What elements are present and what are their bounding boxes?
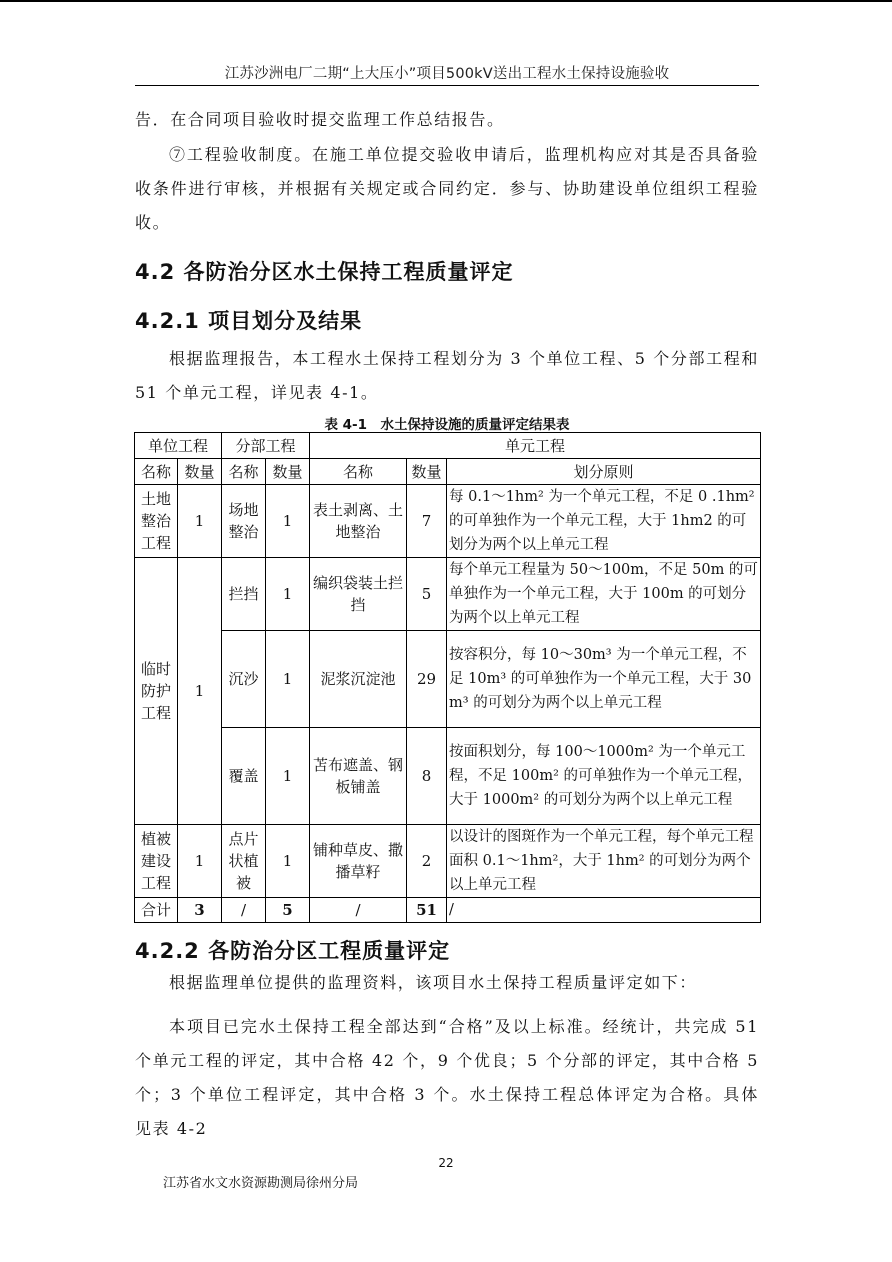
table-row: [135, 558, 761, 631]
table-sub-header-row: [135, 459, 761, 485]
sub-header: 名称: [222, 459, 266, 485]
part-name: 场地整治: [222, 485, 266, 558]
cell-count: 5: [407, 558, 447, 631]
total-cell-count: 51: [407, 898, 447, 923]
section-4-2-2-heading: 4.2.2 各防治分区工程质量评定: [135, 939, 451, 963]
sub-header: 数量: [407, 459, 447, 485]
page-top-border: [0, 0, 892, 2]
page-number: 22: [438, 1156, 454, 1170]
group-header-part: 分部工程: [222, 433, 310, 459]
division-rule: 以设计的图斑作为一个单元工程，每个单元工程面积 0.1～1hm²，大于 1hm² 的可划分为两个以上单元工程: [447, 825, 761, 898]
part-count: 1: [266, 558, 310, 631]
part-count: 1: [266, 631, 310, 728]
group-header-unit: 单位工程: [135, 433, 222, 459]
table-row: [135, 485, 761, 558]
part-count: 1: [266, 825, 310, 898]
quality-evaluation-table: [134, 432, 761, 923]
division-rule: 每 0.1～1hm² 为一个单元工程，不足 0 .1hm² 的可单独作为一个单元工程，大于 1hm2 的可划分为两个以上单元工程: [447, 485, 761, 558]
table-group-header-row: [135, 433, 761, 459]
unit-count: 1: [178, 825, 222, 898]
intro-line: 告．在合同项目验收时提交监理工作总结报告。: [135, 110, 505, 129]
section-4-2-1-heading: 4.2.1 项目划分及结果: [135, 309, 363, 333]
cell-count: 7: [407, 485, 447, 558]
footer-organization: 江苏省水文水资源勘测局徐州分局: [163, 1176, 359, 1191]
unit-count: 1: [178, 558, 222, 825]
cell-name: 苫布遮盖、钢板铺盖: [310, 728, 407, 825]
table-row: [135, 631, 761, 728]
unit-count: 1: [178, 485, 222, 558]
cell-name: 表土剥离、土地整治: [310, 485, 407, 558]
sub-header: 名称: [135, 459, 178, 485]
part-name: 点片状植被: [222, 825, 266, 898]
part-name: 拦挡: [222, 558, 266, 631]
division-result-paragraph: 根据监理报告，本工程水土保持工程划分为 3 个单位工程、5 个分部工程和 51 个单元工程，详见表 4-1。: [135, 349, 759, 402]
table-row: [135, 825, 761, 898]
sub-header: 名称: [310, 459, 407, 485]
cell-name: 铺种草皮、撒播草籽: [310, 825, 407, 898]
total-part-count: 5: [266, 898, 310, 923]
part-count: 1: [266, 728, 310, 825]
cell-count: 8: [407, 728, 447, 825]
running-header: 江苏沙洲电厂二期“上大压小”项目500kV送出工程水土保持设施验收: [224, 66, 670, 82]
part-name: 沉沙: [222, 631, 266, 728]
table-row: [135, 728, 761, 825]
table-total-row: [135, 898, 761, 923]
total-part-name: /: [222, 898, 266, 923]
division-rule: 每个单元工程量为 50～100m，不足 50m 的可单独作为一个单元工程，大于 100m 的可划分为两个以上单元工程: [447, 558, 761, 631]
sub-header: 数量: [266, 459, 310, 485]
part-name: 覆盖: [222, 728, 266, 825]
part-count: 1: [266, 485, 310, 558]
cell-count: 2: [407, 825, 447, 898]
total-rule: /: [447, 898, 761, 923]
division-rule: 按容积分，每 10～30m³ 为一个单元工程，不足 10m³ 的可单独作为一个单元工程，大于 30 m³ 的可划分为两个以上单元工程: [447, 631, 761, 728]
unit-name: 土地整治工程: [135, 485, 178, 558]
sub-header: 划分原则: [447, 459, 761, 485]
table-caption: 表 4-1 水土保持设施的质量评定结果表: [324, 417, 570, 433]
evaluation-intro-paragraph: 根据监理单位提供的监理资料，该项目水土保持工程质量评定如下：: [169, 973, 698, 992]
total-label: 合计: [135, 898, 178, 923]
sub-header: 数量: [178, 459, 222, 485]
cell-count: 29: [407, 631, 447, 728]
group-header-cell: 单元工程: [310, 433, 761, 459]
total-unit-count: 3: [178, 898, 222, 923]
cell-name: 泥浆沉淀池: [310, 631, 407, 728]
division-rule: 按面积划分，每 100～1000m² 为一个单元工程，不足 100m² 的可单独作为一个单元工程，大于 1000m² 的可划分为两个以上单元工程: [447, 728, 761, 825]
total-cell-name: /: [310, 898, 407, 923]
unit-name: 临时防护工程: [135, 558, 178, 825]
header-rule: [135, 85, 759, 86]
cell-name: 编织袋装土拦挡: [310, 558, 407, 631]
evaluation-result-paragraph: 本项目已完水土保持工程全部达到“合格”及以上标准。经统计，共完成 51 个单元工程的评定，其中合格 42 个，9 个优良；5 个分部的评定，其中合格 5 个；3 个单位工程评定，其中合格 3 个。水土保持工程总体评定为合格。具体见表 4-2: [135, 1017, 759, 1138]
unit-name: 植被建设工程: [135, 825, 178, 898]
section-4-2-heading: 4.2 各防治分区水土保持工程质量评定: [135, 260, 514, 284]
acceptance-system-paragraph: ⑦工程验收制度。在施工单位提交验收申请后，监理机构应对其是否具备验收条件进行审核，并根据有关规定或合同约定．参与、协助建设单位组织工程验收。: [135, 145, 759, 232]
